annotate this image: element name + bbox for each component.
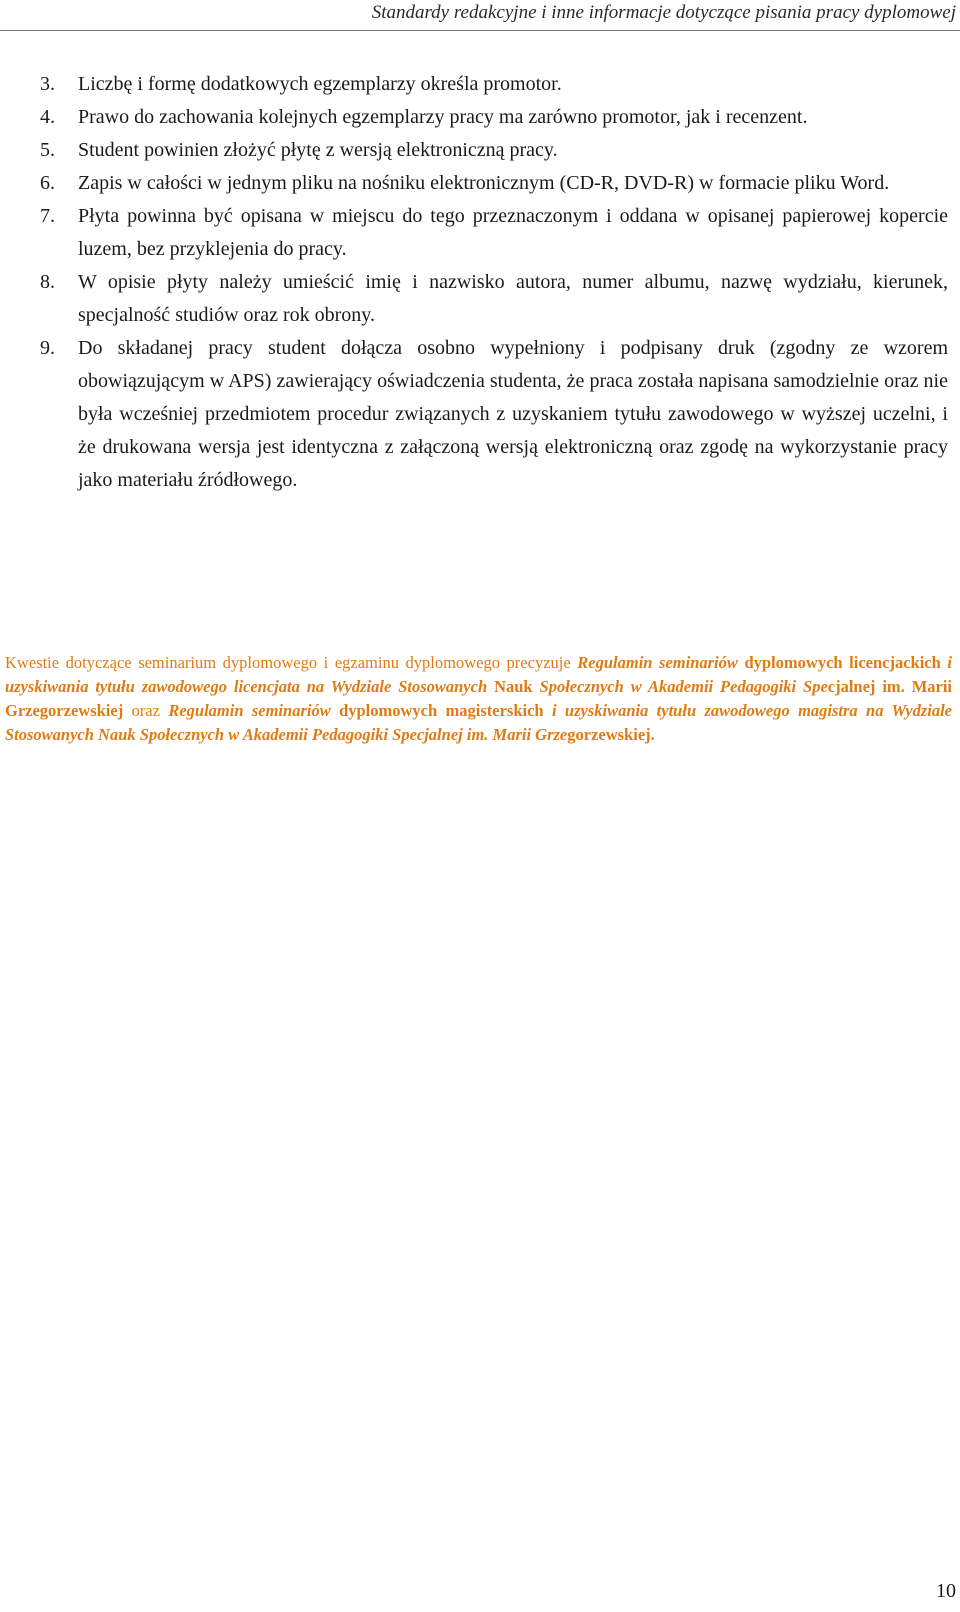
page-number: 10	[936, 1580, 956, 1602]
regulations-notice	[5, 651, 952, 747]
notice-conjunction: oraz	[123, 700, 169, 720]
list-item-text: Zapis w całości w jednym pliku na nośniku elektronicznym (CD-R, DVD-R) w formacie pliku Word.	[78, 172, 890, 194]
regulation-title-master: i uzyskiwania tytułu zawodowego magistra na Wydziale Stosowanych Nauk Społecznych w Akademii Pedagogiki Specjalnej im. Marii Grze	[5, 700, 953, 744]
page-header	[0, 0, 960, 31]
list-item	[0, 68, 952, 101]
regulation-title-master: dyplomowych magisterskich	[339, 700, 544, 720]
list-item	[0, 266, 952, 332]
list-item	[0, 332, 952, 497]
regulation-title-master: gorzewskiej.	[567, 724, 655, 744]
regulation-title-bachelor: Nauk	[494, 676, 533, 696]
list-item-number: 8.	[40, 271, 55, 293]
numbered-list	[0, 68, 952, 497]
notice-intro: Kwestie dotyczące seminarium dyplomowego i egzaminu dyplomowego precyzuje	[5, 652, 578, 672]
list-item-number: 4.	[40, 106, 55, 128]
list-item-number: 6.	[40, 172, 55, 194]
list-item-number: 5.	[40, 139, 55, 161]
regulation-title-bachelor: i uzyskiwania tytułu zawodowego licencjata na Wydziale Stosowanych	[5, 652, 952, 696]
regulation-title-bachelor: dyplomowych licencjackich	[744, 652, 941, 672]
list-item-number: 3.	[40, 73, 55, 95]
list-item-number: 9.	[40, 337, 55, 359]
list-item-number: 7.	[40, 205, 55, 227]
list-item-text: Płyta powinna być opisana w miejscu do tego przeznaczonym i oddana w opisanej papierowej kopercie luzem, bez przyklejenia do pracy.	[78, 205, 948, 260]
list-item	[0, 134, 952, 167]
regulation-title-bachelor: cjalnej im. Marii Grzegorzewskiej	[5, 676, 953, 720]
list-item-text: Liczbę i formę dodatkowych egzemplarzy określa promotor.	[78, 73, 562, 95]
list-item	[0, 101, 952, 134]
list-item-text: Student powinien złożyć płytę z wersją elektroniczną pracy.	[78, 139, 558, 161]
list-item	[0, 200, 952, 266]
list-item-text: Do składanej pracy student dołącza osobno wypełniony i podpisany druk (zgodny ze wzorem obowiązującym w APS) zawierający oświadczenia studenta, że praca została napisana samodzielnie oraz nie była wcześniej przedmiotem procedur związanych z uzyskaniem tytułu zawodowego w wyższej uczelni, i że drukowana wersja jest identyczna z załączoną wersją elektroniczną oraz zgodę na wykorzystanie pracy jako materiału źródłowego.	[78, 337, 948, 491]
list-item-text: W opisie płyty należy umieścić imię i nazwisko autora, numer albumu, nazwę wydziału, kierunek, specjalność studiów oraz rok obrony.	[78, 271, 948, 326]
list-item	[0, 167, 952, 200]
list-item-text: Prawo do zachowania kolejnych egzemplarzy pracy ma zarówno promotor, jak i recenzent.	[78, 106, 808, 128]
regulation-title-master: Regulamin seminariów	[168, 700, 331, 720]
running-title: Standardy redakcyjne i inne informacje dotyczące pisania pracy dyplomowej	[371, 2, 956, 23]
regulation-title-bachelor: Społecznych w Akademii Pedagogiki Spe	[539, 676, 828, 696]
regulation-title-bachelor: Regulamin seminariów	[577, 652, 738, 672]
